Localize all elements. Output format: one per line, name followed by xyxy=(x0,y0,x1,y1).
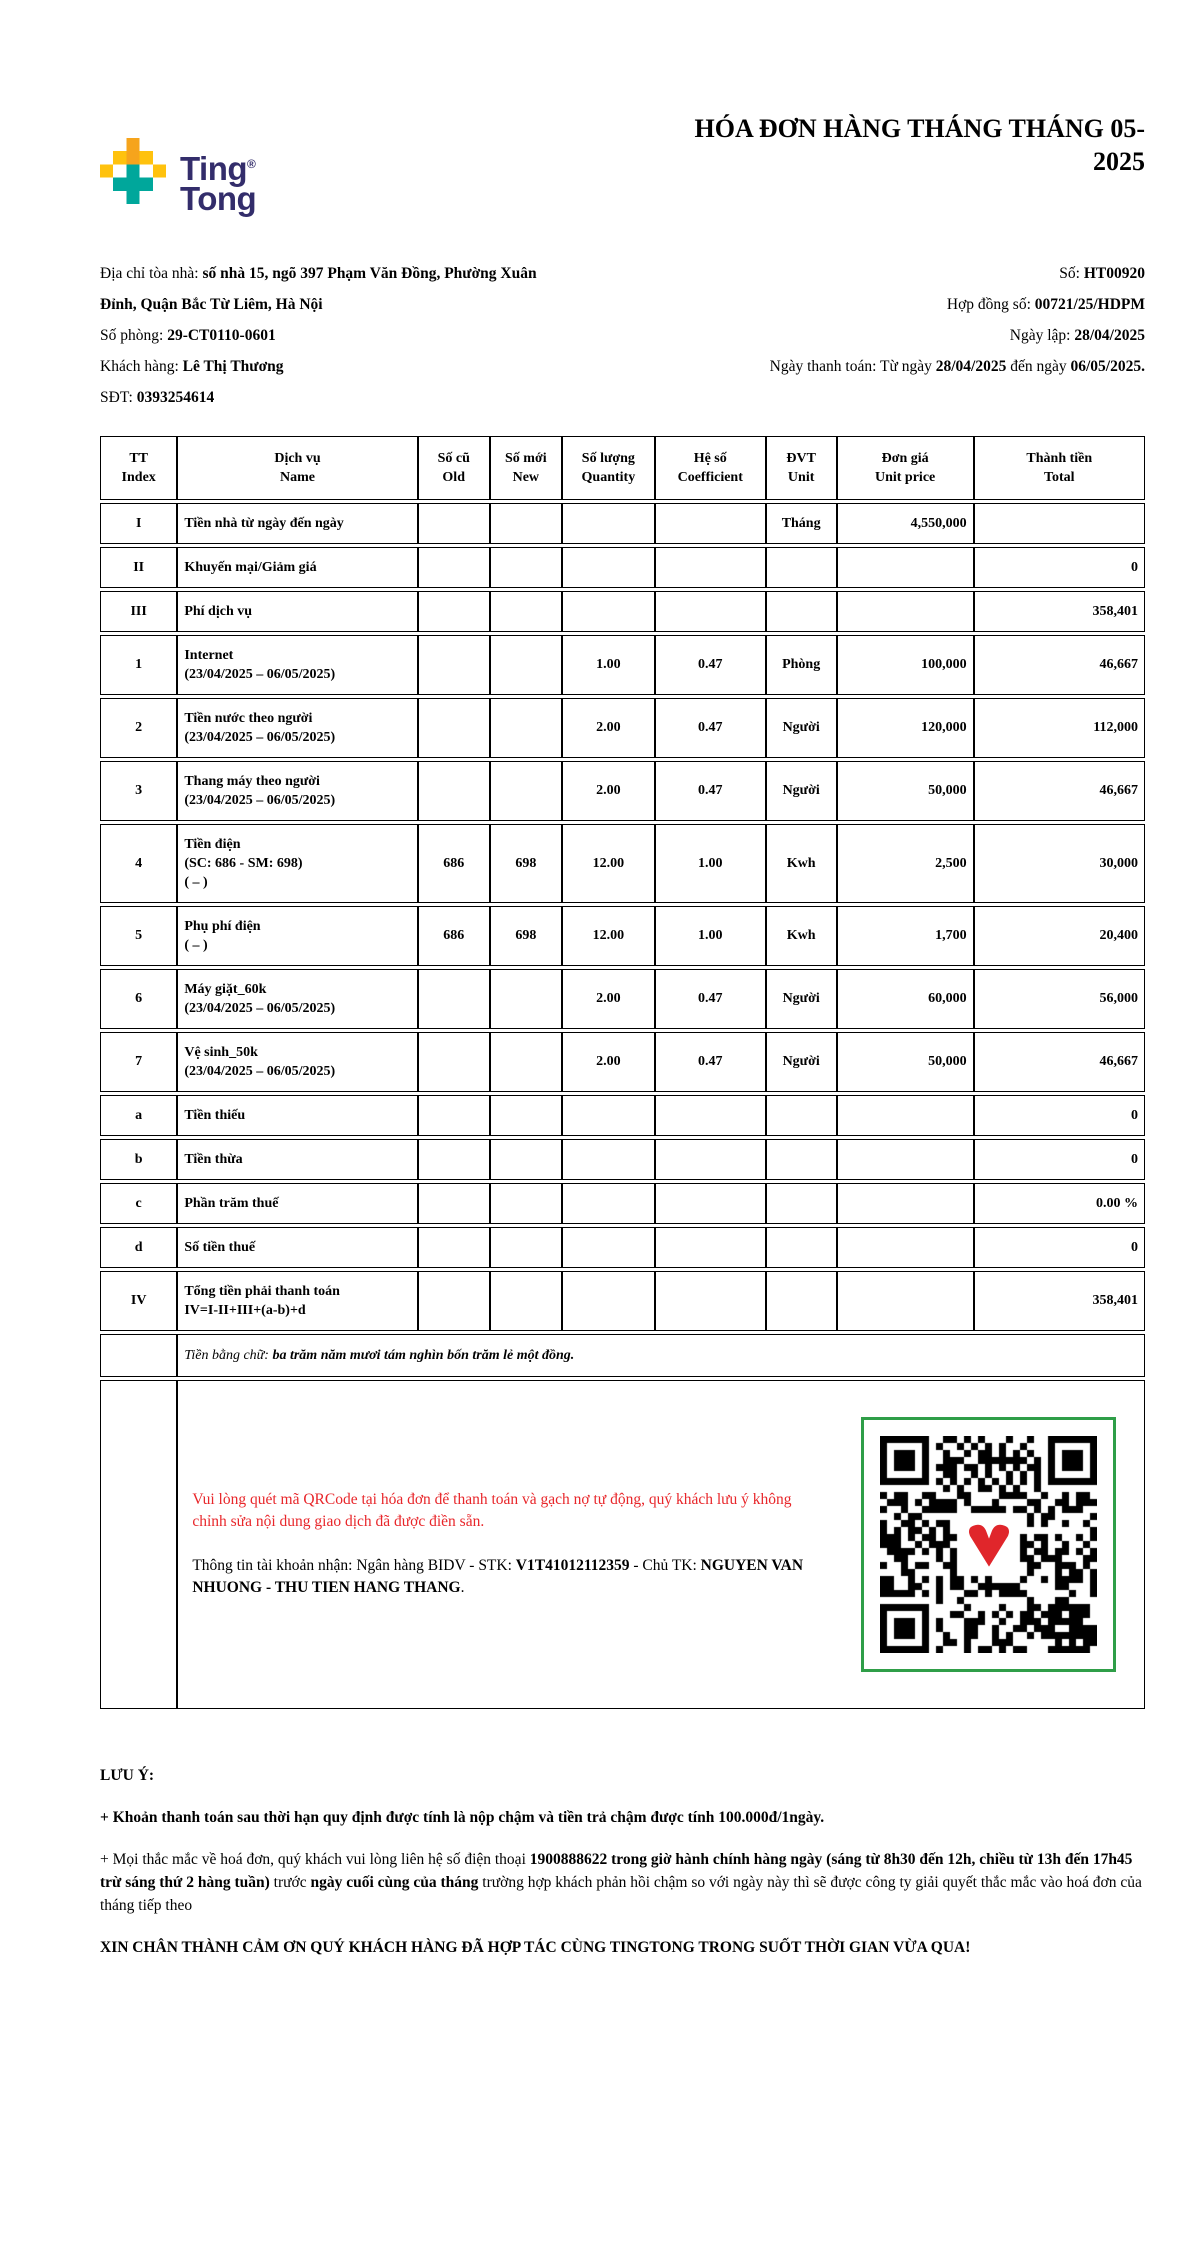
cell-price xyxy=(837,1095,974,1136)
column-header: Đơn giá Unit price xyxy=(837,436,974,500)
text-segment: 0393254614 xyxy=(136,388,215,406)
cell-price: 2,500 xyxy=(837,824,974,903)
info-left xyxy=(100,296,323,314)
cell-old xyxy=(418,1227,490,1268)
cell-old xyxy=(418,969,490,1029)
cell-qty xyxy=(562,1227,655,1268)
cell-coef: 1.00 xyxy=(655,824,766,903)
cell-new xyxy=(490,1183,562,1224)
tingtong-logo xyxy=(100,138,257,218)
cell-coef: 0.47 xyxy=(655,698,766,758)
cell-index: II xyxy=(100,547,177,588)
cell-index: a xyxy=(100,1095,177,1136)
cell-qty: 2.00 xyxy=(562,698,655,758)
logo-line2: Tong xyxy=(180,180,257,218)
cell-unit: Người xyxy=(766,761,837,821)
footer-notes xyxy=(100,1764,1145,1959)
cell-index: 3 xyxy=(100,761,177,821)
cell-coef xyxy=(655,591,766,632)
late-payment-note: + Khoản thanh toán sau thời hạn quy định được tính là nộp chậm và tiền trả chậm được tính 100.000đ/1ngày. xyxy=(100,1808,825,1826)
text-segment: Số: xyxy=(1059,264,1084,282)
empty-cell xyxy=(100,1334,177,1377)
invoice-header xyxy=(100,112,1145,218)
amount-in-words-cell xyxy=(177,1334,1145,1377)
cell-unit: Người xyxy=(766,969,837,1029)
cell-unit xyxy=(766,547,837,588)
qr-code xyxy=(861,1417,1116,1672)
logo-line1: Ting xyxy=(180,150,248,187)
cell-name: Phụ phí điện ( – ) xyxy=(177,906,417,966)
cell-old xyxy=(418,635,490,695)
cell-price xyxy=(837,547,974,588)
service-row xyxy=(100,969,1145,1029)
cell-qty xyxy=(562,591,655,632)
column-header: Thành tiền Total xyxy=(974,436,1145,500)
invoice-info xyxy=(100,265,1145,407)
info-line xyxy=(100,327,1145,345)
cell-qty xyxy=(562,547,655,588)
cell-unit: Phòng xyxy=(766,635,837,695)
cell-new xyxy=(490,503,562,544)
service-row xyxy=(100,1032,1145,1092)
service-row xyxy=(100,547,1145,588)
text-segment: HT00920 xyxy=(1083,264,1145,282)
column-header: Số mới New xyxy=(490,436,562,500)
cell-qty: 2.00 xyxy=(562,761,655,821)
cell-price xyxy=(837,1139,974,1180)
text-segment: 1900888622 trong giờ hành chính hàng ngày (sáng từ 8h30 đến 12h, chiều từ 13h đến 17h45 trừ sáng thứ 2 hàng tuần) xyxy=(100,1850,1133,1891)
cell-unit xyxy=(766,1271,837,1331)
text-segment: 29-CT0110-0601 xyxy=(167,326,276,344)
text-segment: + Mọi thắc mắc về hoá đơn, quý khách vui lòng liên hệ số điện thoại xyxy=(100,1850,530,1868)
cell-name: Tiền điện (SC: 686 - SM: 698) ( – ) xyxy=(177,824,417,903)
cell-coef: 1.00 xyxy=(655,906,766,966)
text-segment: Ngày lập: xyxy=(1009,326,1075,344)
cell-old: 686 xyxy=(418,824,490,903)
qr-payment-cell xyxy=(177,1380,1145,1709)
cell-old xyxy=(418,1032,490,1092)
cell-old xyxy=(418,503,490,544)
info-left xyxy=(100,389,214,407)
cell-old xyxy=(418,1183,490,1224)
info-left xyxy=(100,327,276,345)
qr-payment-notice: Vui lòng quét mã QRCode tại hóa đơn để thanh toán và gạch nợ tự động, quý khách lưu ý không chỉnh sửa nội dung giao dịch đã được điền sẵn. xyxy=(192,1491,792,1531)
cell-price: 50,000 xyxy=(837,761,974,821)
info-right xyxy=(1059,265,1145,283)
info-right xyxy=(770,358,1145,376)
cell-unit xyxy=(766,591,837,632)
service-row xyxy=(100,591,1145,632)
cell-name: Phần trăm thuế xyxy=(177,1183,417,1224)
table-header-row xyxy=(100,436,1145,500)
amount-in-words-row xyxy=(100,1334,1145,1377)
column-header: Số lượng Quantity xyxy=(562,436,655,500)
cell-total: 30,000 xyxy=(974,824,1145,903)
cell-unit: Người xyxy=(766,698,837,758)
info-left xyxy=(100,358,284,376)
bank-account-info xyxy=(192,1555,819,1599)
cell-unit xyxy=(766,1139,837,1180)
cell-qty: 2.00 xyxy=(562,1032,655,1092)
tingtong-tree-icon xyxy=(100,138,166,204)
text-segment: Ngày thanh toán: Từ ngày xyxy=(769,357,936,375)
cell-index: I xyxy=(100,503,177,544)
cell-total: 112,000 xyxy=(974,698,1145,758)
cell-coef xyxy=(655,1139,766,1180)
cell-old xyxy=(418,698,490,758)
cell-new xyxy=(490,1139,562,1180)
empty-cell xyxy=(100,1380,177,1709)
cell-name: Tiền thừa xyxy=(177,1139,417,1180)
cell-name: Vệ sinh_50k (23/04/2025 – 06/05/2025) xyxy=(177,1032,417,1092)
cell-total: 46,667 xyxy=(974,635,1145,695)
cell-coef xyxy=(655,1095,766,1136)
cell-qty xyxy=(562,1139,655,1180)
service-row xyxy=(100,906,1145,966)
cell-new xyxy=(490,1271,562,1331)
cell-coef xyxy=(655,1183,766,1224)
text-segment: SĐT: xyxy=(100,388,137,406)
cell-index: b xyxy=(100,1139,177,1180)
cell-new: 698 xyxy=(490,906,562,966)
cell-qty xyxy=(562,1183,655,1224)
column-header: TT Index xyxy=(100,436,177,500)
cell-index: 4 xyxy=(100,824,177,903)
text-segment: số nhà 15, ngõ 397 Phạm Văn Đồng, Phường Xuân xyxy=(202,264,537,282)
invoice-title xyxy=(695,112,1145,178)
cell-index: IV xyxy=(100,1271,177,1331)
payment-instructions xyxy=(192,1489,819,1599)
cell-coef: 0.47 xyxy=(655,1032,766,1092)
info-line xyxy=(100,358,1145,376)
heart-v-logo-icon xyxy=(960,1515,1018,1573)
cell-new xyxy=(490,698,562,758)
cell-price xyxy=(837,1271,974,1331)
cell-name: Internet (23/04/2025 – 06/05/2025) xyxy=(177,635,417,695)
cell-total: 20,400 xyxy=(974,906,1145,966)
cell-index: 5 xyxy=(100,906,177,966)
text-segment: NGUYEN VAN NHUONG - THU TIEN HANG THANG xyxy=(192,1557,804,1597)
cell-total: 56,000 xyxy=(974,969,1145,1029)
cell-index: 7 xyxy=(100,1032,177,1092)
cell-unit xyxy=(766,1095,837,1136)
cell-price: 100,000 xyxy=(837,635,974,695)
text-segment: V1T41012112359 xyxy=(515,1557,630,1575)
cell-coef: 0.47 xyxy=(655,635,766,695)
cell-index: 2 xyxy=(100,698,177,758)
cell-old xyxy=(418,1095,490,1136)
text-segment: Địa chỉ tòa nhà: xyxy=(100,264,203,282)
amount-in-words-value: ba trăm năm mươi tám nghìn bốn trăm lẻ một đồng. xyxy=(272,1347,575,1363)
cell-index: 6 xyxy=(100,969,177,1029)
text-segment: trước xyxy=(269,1873,311,1891)
service-row xyxy=(100,503,1145,544)
cell-total: 358,401 xyxy=(974,591,1145,632)
cell-price: 120,000 xyxy=(837,698,974,758)
cell-new xyxy=(490,1095,562,1136)
text-segment: 06/05/2025. xyxy=(1070,357,1145,375)
invoice-table xyxy=(100,433,1145,1712)
cell-qty: 2.00 xyxy=(562,969,655,1029)
cell-name: Khuyến mại/Giảm giá xyxy=(177,547,417,588)
invoice-title-line2: 2025 xyxy=(1093,147,1145,176)
cell-price xyxy=(837,1183,974,1224)
text-segment: Hợp đồng số: xyxy=(946,295,1035,313)
info-right xyxy=(1010,327,1145,345)
registered-mark: ® xyxy=(247,157,256,171)
cell-qty xyxy=(562,503,655,544)
text-segment: Đỉnh, Quận Bắc Từ Liêm, Hà Nội xyxy=(100,295,323,313)
service-row xyxy=(100,1227,1145,1268)
cell-coef: 0.47 xyxy=(655,761,766,821)
cell-old xyxy=(418,547,490,588)
cell-qty xyxy=(562,1271,655,1331)
cell-price: 4,550,000 xyxy=(837,503,974,544)
cell-total: 0 xyxy=(974,1139,1145,1180)
cell-index: III xyxy=(100,591,177,632)
cell-name: Tổng tiền phải thanh toán IV=I-II+III+(a-b)+d xyxy=(177,1271,417,1331)
cell-name: Phí dịch vụ xyxy=(177,591,417,632)
amount-in-words-label: Tiền bằng chữ: xyxy=(184,1347,273,1363)
cell-new xyxy=(490,1032,562,1092)
cell-name: Tiền thiếu xyxy=(177,1095,417,1136)
cell-coef xyxy=(655,1271,766,1331)
cell-qty: 12.00 xyxy=(562,906,655,966)
text-segment: ngày cuối cùng của tháng xyxy=(310,1873,479,1891)
cell-index: 1 xyxy=(100,635,177,695)
service-row xyxy=(100,1095,1145,1136)
cell-old xyxy=(418,1271,490,1331)
cell-name: Tiền nhà từ ngày đến ngày xyxy=(177,503,417,544)
text-segment: 00721/25/HDPM xyxy=(1034,295,1145,313)
cell-coef xyxy=(655,547,766,588)
text-segment: Lê Thị Thương xyxy=(182,357,284,375)
column-header: Dịch vụ Name xyxy=(177,436,417,500)
invoice-title-line1: HÓA ĐƠN HÀNG THÁNG THÁNG 05- xyxy=(694,114,1145,143)
cell-unit: Kwh xyxy=(766,824,837,903)
cell-total: 46,667 xyxy=(974,1032,1145,1092)
service-row xyxy=(100,1183,1145,1224)
text-segment: Khách hàng: xyxy=(100,357,183,375)
column-header: Số cũ Old xyxy=(418,436,490,500)
text-segment: Thông tin tài khoản nhận: Ngân hàng BIDV - STK: xyxy=(192,1557,516,1575)
cell-qty: 1.00 xyxy=(562,635,655,695)
cell-index: d xyxy=(100,1227,177,1268)
cell-new xyxy=(490,1227,562,1268)
cell-index: c xyxy=(100,1183,177,1224)
cell-old: 686 xyxy=(418,906,490,966)
tingtong-wordmark xyxy=(180,150,257,218)
cell-total: 0 xyxy=(974,547,1145,588)
cell-price: 60,000 xyxy=(837,969,974,1029)
cell-total: 358,401 xyxy=(974,1271,1145,1331)
cell-price xyxy=(837,1227,974,1268)
text-segment: 28/04/2025 xyxy=(1074,326,1145,344)
cell-name: Tiền nước theo người (23/04/2025 – 06/05/2025) xyxy=(177,698,417,758)
text-segment: Số phòng: xyxy=(100,326,168,344)
info-line xyxy=(100,389,1145,407)
text-segment: 28/04/2025 xyxy=(935,357,1007,375)
cell-new xyxy=(490,761,562,821)
cell-price: 50,000 xyxy=(837,1032,974,1092)
text-segment: đến ngày xyxy=(1006,357,1071,375)
cell-new: 698 xyxy=(490,824,562,903)
column-header: Hệ số Coefficient xyxy=(655,436,766,500)
cell-total: 46,667 xyxy=(974,761,1145,821)
cell-total: 0.00 % xyxy=(974,1183,1145,1224)
cell-total: 0 xyxy=(974,1227,1145,1268)
cell-new xyxy=(490,591,562,632)
text-segment: - Chủ TK: xyxy=(629,1557,701,1575)
cell-total xyxy=(974,503,1145,544)
thank-you-note: XIN CHÂN THÀNH CẢM ƠN QUÝ KHÁCH HÀNG ĐÃ HỢP TÁC CÙNG TINGTONG TRONG SUỐT THỜI GIAN VỪA QUA! xyxy=(100,1938,971,1956)
service-row xyxy=(100,698,1145,758)
cell-name: Số tiền thuế xyxy=(177,1227,417,1268)
cell-price xyxy=(837,591,974,632)
cell-new xyxy=(490,635,562,695)
cell-coef: 0.47 xyxy=(655,969,766,1029)
notes-heading: LƯU Ý: xyxy=(100,1766,155,1784)
cell-total: 0 xyxy=(974,1095,1145,1136)
text-segment: . xyxy=(460,1579,465,1597)
cell-unit: Tháng xyxy=(766,503,837,544)
cell-price: 1,700 xyxy=(837,906,974,966)
cell-unit xyxy=(766,1183,837,1224)
cell-coef xyxy=(655,1227,766,1268)
cell-new xyxy=(490,969,562,1029)
cell-old xyxy=(418,591,490,632)
info-right xyxy=(947,296,1145,314)
cell-new xyxy=(490,547,562,588)
service-row xyxy=(100,635,1145,695)
column-header: ĐVT Unit xyxy=(766,436,837,500)
text-segment: trường hợp khách phản hồi chậm so với ngày này thì sẽ được công ty giải quyết thắc mắc vào hoá đơn của tháng tiếp theo xyxy=(100,1873,1142,1914)
cell-qty: 12.00 xyxy=(562,824,655,903)
cell-coef xyxy=(655,503,766,544)
cell-unit: Kwh xyxy=(766,906,837,966)
info-line xyxy=(100,265,1145,283)
cell-name: Máy giặt_60k (23/04/2025 – 06/05/2025) xyxy=(177,969,417,1029)
service-row xyxy=(100,1139,1145,1180)
info-line xyxy=(100,296,1145,314)
service-row xyxy=(100,824,1145,903)
service-row xyxy=(100,761,1145,821)
cell-unit xyxy=(766,1227,837,1268)
qr-row xyxy=(100,1380,1145,1709)
info-left xyxy=(100,265,537,283)
cell-qty xyxy=(562,1095,655,1136)
hotline-note xyxy=(100,1848,1145,1917)
cell-unit: Người xyxy=(766,1032,837,1092)
service-row xyxy=(100,1271,1145,1331)
cell-name: Thang máy theo người (23/04/2025 – 06/05/2025) xyxy=(177,761,417,821)
cell-old xyxy=(418,1139,490,1180)
cell-old xyxy=(418,761,490,821)
